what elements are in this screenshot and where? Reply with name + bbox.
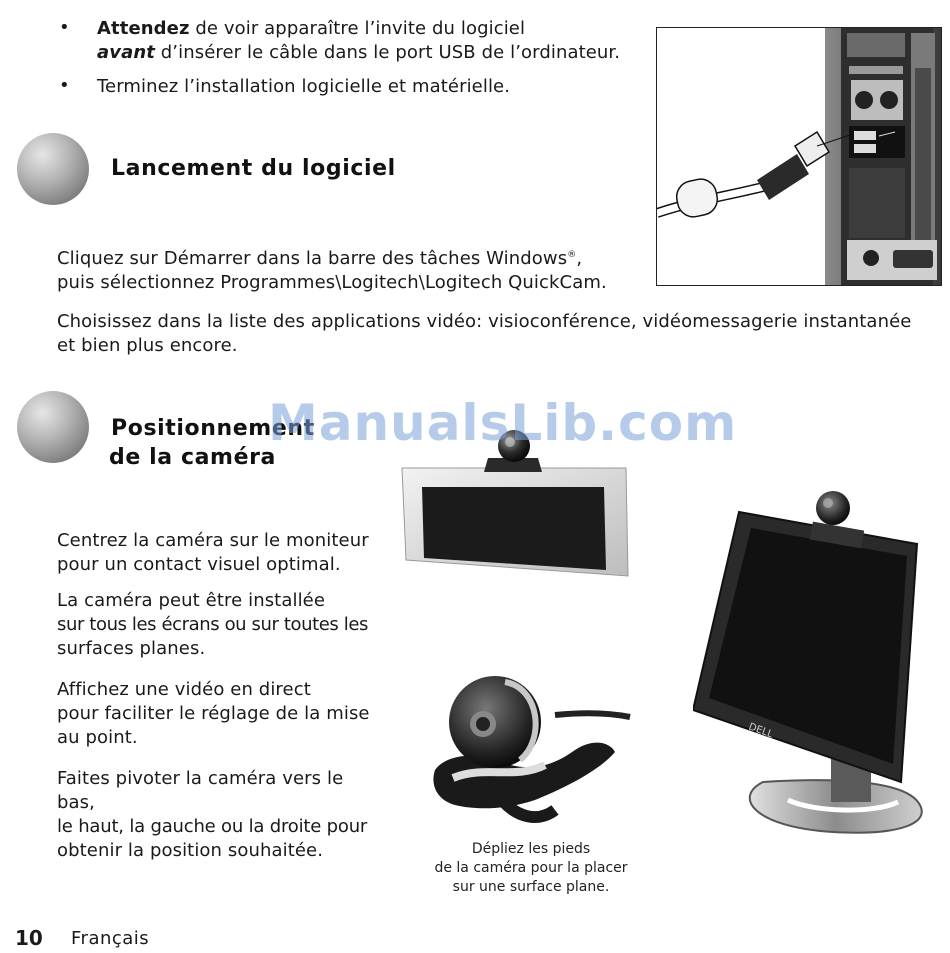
launch-paragraph-2 (57, 310, 937, 358)
launch-para2-line2: et bien plus encore. (57, 335, 238, 356)
bullet-2-marker: • (59, 75, 70, 96)
bullet-1-line2: d’insérer le câble dans le port USB de l’ordinateur. (154, 42, 621, 63)
position-para-4 (57, 767, 387, 863)
p4-line2: le haut, la gauche ou la droite pour (57, 816, 368, 837)
p2-line3: surfaces planes. (57, 638, 206, 659)
caption-line2: de la caméra pour la placer (434, 860, 628, 876)
bullet-2-text: Terminez l’installation logicielle et matérielle. (97, 76, 511, 97)
dell-monitor-icon (693, 482, 943, 847)
caption-line1: Dépliez les pieds (471, 841, 591, 857)
usb-port-illustration (656, 27, 942, 286)
section-marker-launch (17, 133, 89, 205)
launch-para1-line2: puis sélectionnez Programmes\Logitech\Logitech QuickCam. (57, 272, 607, 293)
p2-line2: sur tous les écrans ou sur toutes les (57, 614, 368, 635)
dell-logo: DELL (746, 721, 775, 741)
launch-para1-line1: Cliquez sur Démarrer dans la barre des tâches Windows (57, 248, 568, 269)
p3-line2: pour faciliter le réglage de la mise (57, 703, 370, 724)
section-title-position-line2: de la caméra (109, 445, 277, 470)
p4-line3: obtenir la position souhaitée. (57, 840, 324, 861)
p3-line1: Affichez une vidéo en direct (57, 679, 311, 700)
webcam-caption (420, 840, 642, 897)
caption-line3: sur une surface plane. (452, 879, 610, 895)
page-number: 10 (15, 926, 43, 950)
launch-paragraph-1 (57, 243, 657, 295)
dell-monitor-illustration (693, 482, 943, 847)
launch-para2-line1: Choisissez dans la liste des applications vidéo: visioconférence, vidéomessagerie instantanée (57, 311, 912, 332)
webcam-icon (425, 660, 635, 835)
position-paragraphs (57, 529, 387, 863)
bullet-1-marker: • (59, 17, 70, 38)
bullet-1-text (97, 17, 657, 65)
p1-line1: Centrez la caméra sur le moniteur (57, 530, 369, 551)
usb-computer-back-icon (657, 28, 941, 285)
position-para-2 (57, 589, 387, 661)
registered-mark: ® (567, 250, 577, 260)
p2-line1: La caméra peut être installée (57, 590, 326, 611)
section-marker-position (17, 391, 89, 463)
bullet-1-italic: avant (97, 42, 155, 63)
section-title-position-line1: Positionnement (111, 416, 315, 441)
bullet-1-rest: de voir apparaître l’invite du logiciel (189, 18, 526, 39)
page-language: Français (71, 928, 150, 949)
section-title-launch: Lancement du logiciel (111, 156, 396, 181)
position-para-1 (57, 529, 387, 577)
p1-line2: pour un contact visuel optimal. (57, 554, 341, 575)
p4-line1: Faites pivoter la caméra vers le bas, (57, 768, 344, 813)
launch-para1-line1-end: , (576, 248, 583, 269)
watermark: ManualsLib.com (268, 394, 738, 452)
webcam-feet-illustration (425, 660, 635, 835)
p3-line3: au point. (57, 727, 138, 748)
bullet-1-bold: Attendez (97, 18, 190, 39)
position-para-3 (57, 678, 387, 750)
